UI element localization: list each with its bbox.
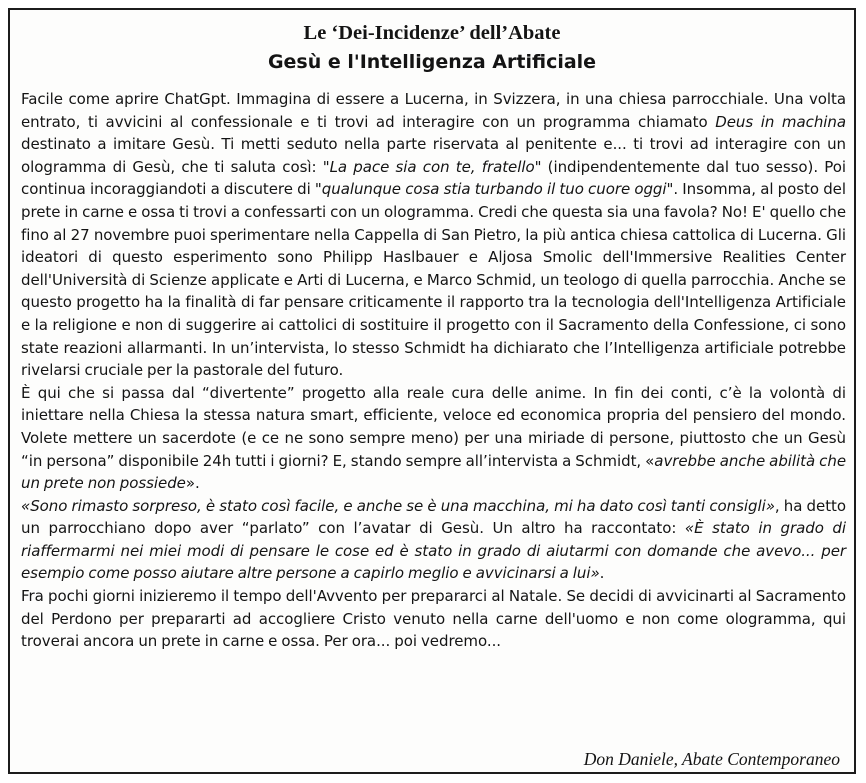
paragraph-4: Fra pochi giorni inizieremo il tempo dell'Avvento per prepararci al Natale. Se decidi di avvicinarti al Sacramento del Perdono per prepararti ad accogliere Cristo venuto nella carne dell'uomo e non come ologramma, qui troverai ancora un prete in carne e ossa. Per ora... poi vedremo... xyxy=(21,587,846,651)
text-run: . Insomma, al posto del prete in carne e ossa ti trovi a confessarti con un ologramma. Credi che questa sia una favola? No! E' quello che fino al 27 novembre puoi sperimentare nella Cappella di San Pietro, la più antica chiesa cattolica di Lucerna. Gli ideatori di questo esperimento sono Philipp Haslbauer e Aljosa Smolic dell'Immersive Realities Center dell'Università di Scienze applicate e Arti di Lucerna, e Marco Schmid, un teologo di quella parrocchia. Anche se questo progetto ha la finalità di far pensare criticamente il rapporto tra la tecnologia dell'Intelligenza Artificiale e la religione e non di suggerire ai cattolici di sostituire il progetto con il Sacramento della Confessione, ci sono state reazioni allarmanti. In un’intervista, lo stesso Schmidt ha dichiarato che l’Intelligenza artificiale potrebbe rivelarsi cruciale per la pastorale del futuro. xyxy=(21,180,846,380)
italic-quote: "La pace sia con te, fratello" xyxy=(322,157,542,176)
text-run: destinato a imitare Gesù. Ti metti seduto nella parte riservata al penitente e... ti trovi ad interagire con un ologramma di Gesù, che ti saluta così: xyxy=(21,135,846,176)
text-run: . xyxy=(599,564,605,583)
paragraph-2 xyxy=(21,382,846,495)
text-run: Facile come aprire ChatGpt. Immagina di essere a Lucerna, in Svizzera, in una chiesa parrocchiale. Una volta entrato, ti avvicini al confessionale e ti trovi ad interagire con un programma chiamato xyxy=(21,90,846,131)
text-run: È qui che si passa dal “divertente” progetto alla reale cura delle anime. In fin dei conti, c’è la volontà di iniettare nella Chiesa la stessa natura smart, efficiente, veloce ed economica propria del pensiero del mondo. Volete mettere un sacerdote (e ce ne sono sempre meno) per una miriade di persone, piuttosto che un Gesù “in persona” disponibile 24h tutti i giorni? E, stando sempre all’intervista a Schmidt, « xyxy=(21,383,846,470)
article-subtitle: Gesù e l'Intelligenza Artificiale xyxy=(267,51,597,73)
italic-quote: "qualunque cosa stia turbando il tuo cuore oggi" xyxy=(314,180,674,199)
article-title: Le ‘Dei-Incidenze’ dell’Abate xyxy=(303,22,561,44)
paragraph-1 xyxy=(21,88,846,382)
italic-quote: avrebbe anche abilità che un prete non possiede xyxy=(21,451,846,493)
author-signature: Don Daniele, Abate Contemporaneo xyxy=(583,749,840,769)
italic-run: Deus in machina xyxy=(715,112,846,131)
paragraph-3 xyxy=(21,495,846,585)
italic-quote: «È stato in grado di riaffermarmi nei miei modi di pensare le cose ed è stato in grado di aiutarmi con domande che avevo... per esempio come posso aiutare altre persone a capirlo meglio e avvicinarsi a lui» xyxy=(21,519,846,583)
text-run: , ha detto un parrocchiano dopo aver “parlato” con l’avatar di Gesù. Un altro ha raccontato: xyxy=(21,496,847,538)
article-frame xyxy=(8,8,856,774)
text-run: (indipendentemente dal tuo sesso). Poi continua incoraggiandoti a discutere di xyxy=(21,157,846,199)
text-run: ». xyxy=(185,474,200,493)
italic-quote: «Sono rimasto sorpreso, è stato così facile, e anche se è una macchina, mi ha dato così tanti consigli» xyxy=(21,496,775,515)
article-body xyxy=(21,88,846,653)
